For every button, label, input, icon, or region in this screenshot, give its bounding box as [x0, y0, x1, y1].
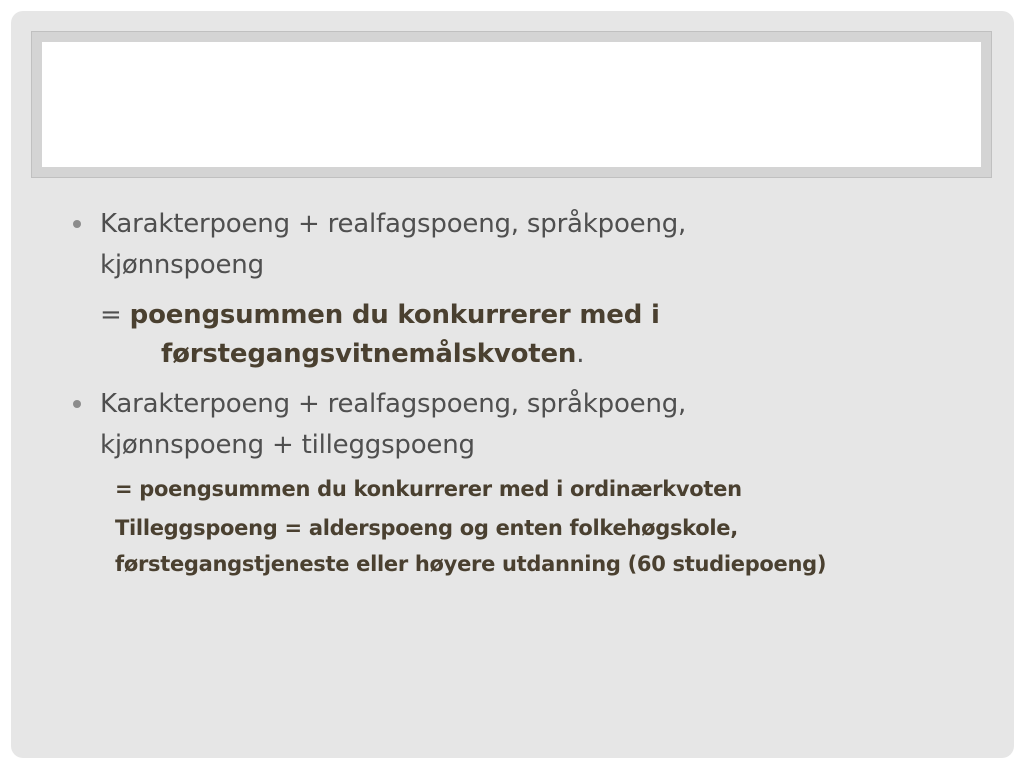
bullet-1-line-1: Karakterpoeng + realfagspoeng, språkpoeng,	[100, 209, 687, 239]
sub-item-ordinary-quota: = poengsummen du konkurrerer med i ordinærkvoten	[115, 477, 742, 501]
bullet-dot	[73, 400, 81, 408]
bullet-2-line-2: kjønnspoeng + tilleggspoeng	[100, 430, 475, 460]
slide-content	[11, 11, 1014, 758]
bullet-dot	[73, 220, 81, 228]
sub-item-extra-points-line-2: førstegangstjeneste eller høyere utdanning (60 studiepoeng)	[115, 552, 827, 576]
bullet-1-line-2: kjønnspoeng	[100, 250, 264, 280]
eq-1-suffix: .	[576, 339, 585, 369]
bullet-2-line-1: Karakterpoeng + realfagspoeng, språkpoeng,	[100, 389, 687, 419]
eq-1-line-2	[161, 335, 584, 373]
slide	[11, 11, 1014, 758]
sub-item-extra-points-line-1: Tilleggspoeng = alderspoeng og enten folkehøgskole,	[115, 516, 738, 540]
eq-1-prefix: =	[100, 300, 130, 330]
eq-1-bold-line-1: poengsummen du konkurrerer med i	[129, 300, 660, 330]
eq-1-line-1	[100, 296, 660, 334]
eq-1-bold-line-2: førstegangsvitnemålskvoten	[161, 339, 577, 369]
